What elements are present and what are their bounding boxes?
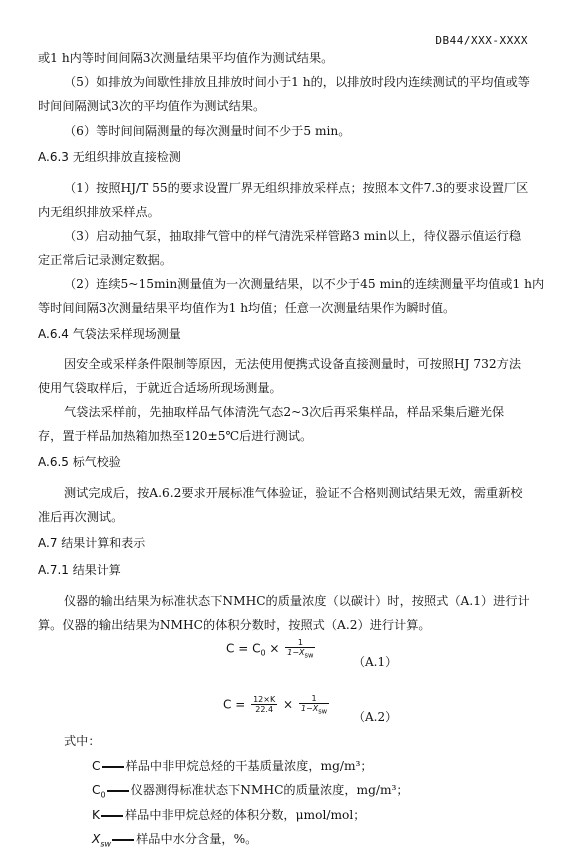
definition-dash [102, 766, 124, 768]
definition-item [92, 781, 409, 799]
paragraph-line: 使用气袋取样后，于就近合适场所现场测量。 [38, 381, 282, 395]
definition-symbol [92, 783, 106, 799]
fraction-denominator-text: 1−X [300, 704, 319, 713]
paragraph-line: （5）如排放为间歇性排放且排放时间小于1 h的，以排放时段内连续测试的平均值或等 [64, 75, 530, 89]
formula-fraction [299, 694, 329, 716]
fraction-denominator-text: 1−X [287, 648, 305, 657]
fraction-numerator: 1 [285, 638, 315, 648]
paragraph-line: 存，置于样品加热箱加热至120±5℃后进行测试。 [38, 429, 313, 443]
definition-symbol-subscript: 0 [100, 790, 106, 800]
definition-item [92, 806, 365, 823]
definition-symbol [92, 832, 111, 848]
section-heading: A.6.4 气袋法采样现场测量 [38, 327, 181, 341]
definition-item [92, 830, 257, 848]
formula-a1 [226, 638, 317, 660]
definition-dash [101, 815, 123, 817]
formula-lhs: C = [223, 697, 246, 712]
paragraph-line: 等时间间隔3次测量结果平均值作为1 h均值；任意一次测量结果作为瞬时值。 [38, 301, 456, 315]
definition-text: 样品中非甲烷总烃的干基质量浓度，mg/m³； [125, 759, 373, 773]
paragraph-line: （3）启动抽气泵，抽取排气管中的样气清洗采样管路3 min以上，待仪器示值运行稳 [64, 229, 522, 243]
definition-symbol: C [92, 759, 101, 773]
formula-times: × [283, 697, 294, 712]
paragraph-line: 算。仪器的输出结果为NMHC的体积分数时，按照式（A.2）进行计算。 [38, 618, 431, 632]
definition-symbol: K [92, 808, 100, 822]
paragraph-line: （1）按照HJ/T 55的要求设置厂界无组织排放采样点；按照本文件7.3的要求设置厂区 [64, 181, 529, 195]
definition-dash [107, 790, 129, 792]
paragraph-line: 因安全或采样条件限制等原因，无法使用便携式设备直接测量时，可按照HJ 732方法 [64, 357, 522, 371]
paragraph-line: 定正常后记录测定数据。 [38, 253, 173, 267]
equation-number: （A.1） [353, 655, 398, 669]
formula-fraction [251, 695, 277, 714]
section-heading: A.6.5 标气校验 [38, 455, 121, 469]
where-label: 式中： [64, 734, 101, 748]
section-heading: A.6.3 无组织排放直接检测 [38, 150, 181, 164]
fraction-denominator-subscript: sw [318, 707, 328, 716]
formula-times: × [269, 641, 280, 656]
definition-text: 样品中水分含量，%。 [136, 832, 258, 846]
fraction-numerator: 1 [299, 694, 329, 704]
section-heading: A.7.1 结果计算 [38, 563, 121, 577]
definition-symbol-letter: X [92, 832, 101, 846]
equation-number: （A.2） [353, 710, 398, 724]
fraction-numerator: 12×K [253, 695, 276, 705]
definition-dash [112, 839, 134, 841]
fraction-denominator-subscript: sw [304, 651, 314, 660]
definition-text: 样品中非甲烷总烃的体积分数，μmol/mol； [125, 808, 366, 822]
formula-lhs: C = C [226, 641, 261, 656]
paragraph-line: 准后再次测试。 [38, 510, 124, 524]
formula-fraction [285, 638, 315, 660]
fraction-denominator: 22.4 [255, 705, 274, 715]
document-code: DB44/XXX-XXXX [435, 34, 528, 47]
formula-a2 [223, 694, 331, 716]
section-heading: A.7 结果计算和表示 [38, 536, 146, 550]
paragraph-line: 内无组织排放采样点。 [38, 205, 160, 219]
paragraph-line: 气袋法采样前，先抽取样品气体清洗气态2~3次后再采集样品，样品采集后避光保 [64, 405, 505, 419]
paragraph-line: 仪器的输出结果为标准状态下NMHC的质量浓度（以碳计）时，按照式（A.1）进行计 [64, 594, 530, 608]
paragraph-line: 时间间隔测试3次的平均值作为测试结果。 [38, 99, 266, 113]
definition-item [92, 757, 373, 774]
paragraph-line: （2）连续5~15min测量值为一次测量结果，以不少于45 min的连续测量平均值或1 h内 [64, 277, 545, 291]
definition-symbol-subscript [100, 839, 111, 848]
paragraph-line: （6）等时间间隔测量的每次测量时间不少于5 min。 [64, 124, 351, 138]
formula-subscript: 0 [260, 648, 266, 658]
definition-text: 仪器测得标准状态下NMHC的质量浓度，mg/m³； [130, 783, 409, 797]
fraction-denominator [299, 704, 329, 716]
definition-symbol-letter: C [92, 783, 101, 797]
definition-symbol-subscript-text: sw [100, 839, 112, 849]
paragraph-line: 测试完成后，按A.6.2要求开展标准气体验证，验证不合格则测试结果无效，需重新校 [64, 486, 523, 500]
paragraph-line: 或1 h内等时间间隔3次测量结果平均值作为测试结果。 [38, 51, 334, 65]
fraction-denominator [285, 648, 315, 660]
